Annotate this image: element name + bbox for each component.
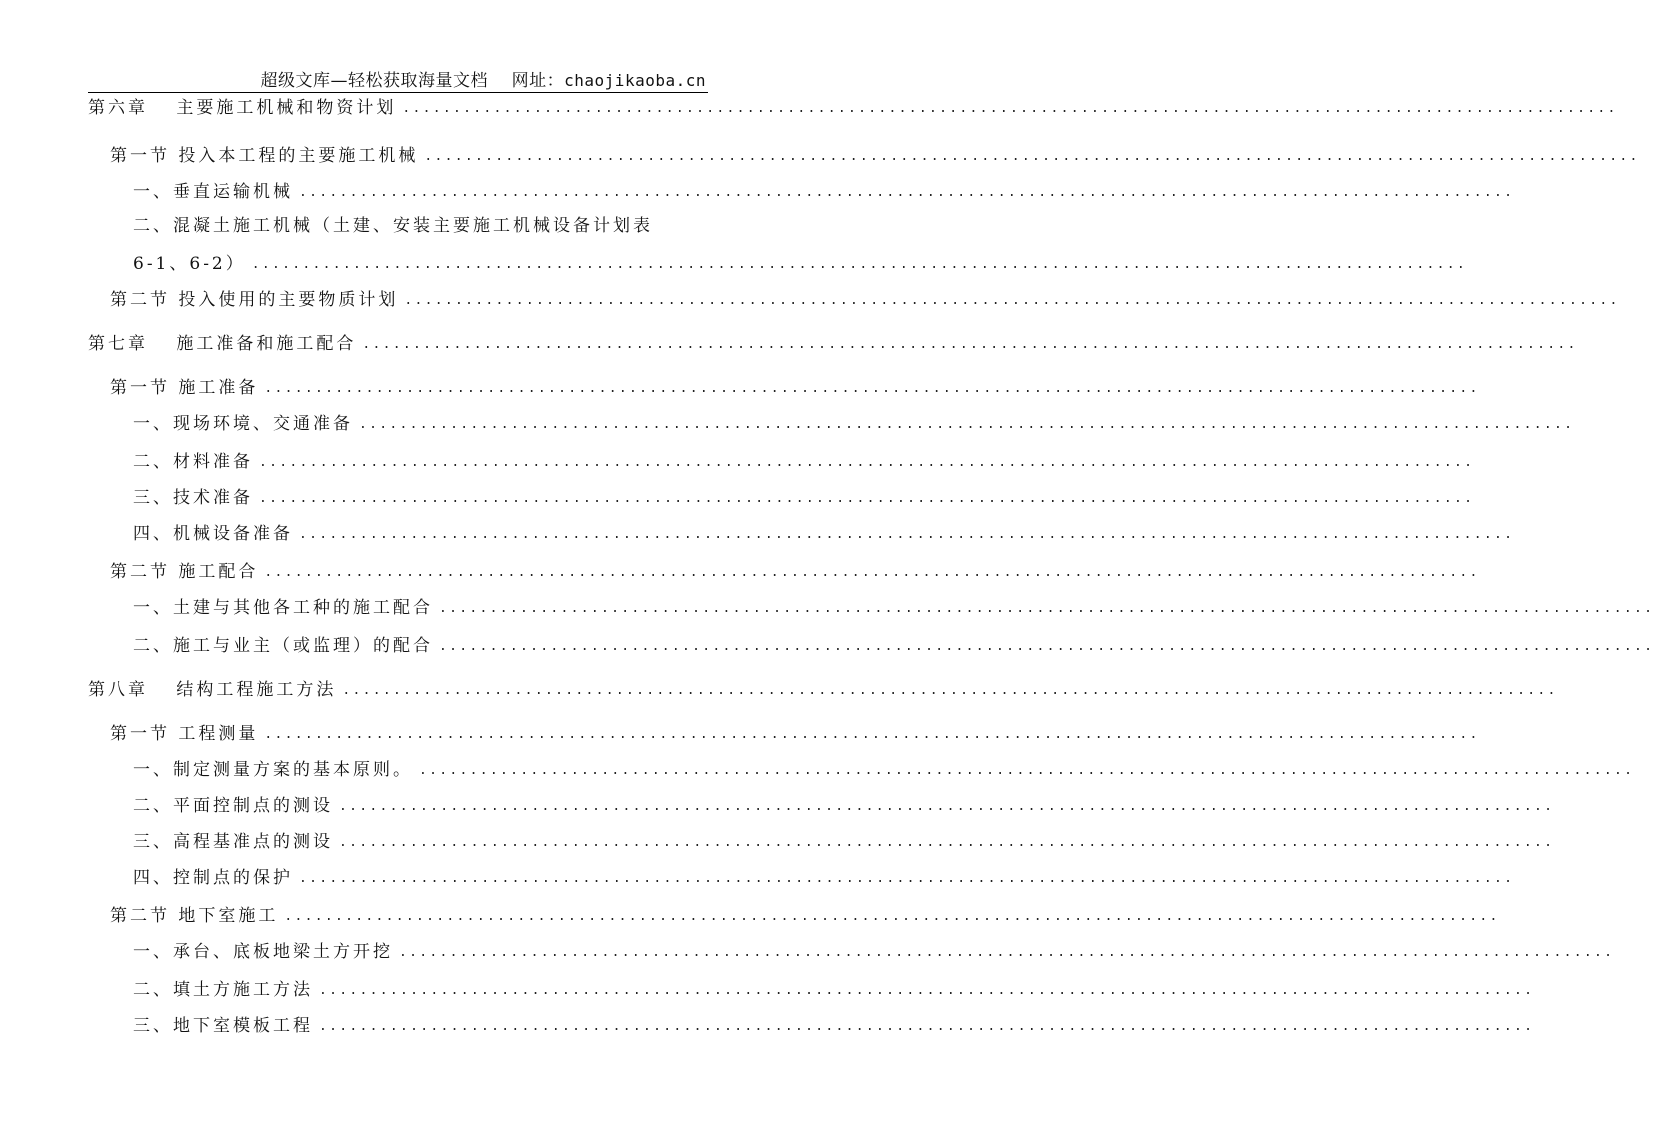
toc-leader-dots: ........................................................................................................................ — [299, 185, 1515, 200]
toc-entry[interactable] — [133, 754, 1635, 780]
toc-entry[interactable] — [133, 482, 1475, 508]
toc-entry-label: 第八章 结构工程施工方法 — [88, 680, 337, 700]
toc-leader-dots: ........................................................................................................................ — [259, 455, 1475, 470]
toc-leader-dots: ........................................................................................................................ — [319, 1019, 1535, 1034]
toc-entry[interactable] — [133, 790, 1555, 816]
toc-entry-label: 一、土建与其他各工种的施工配合 — [133, 598, 433, 618]
toc-entry-label: 二、平面控制点的测设 — [133, 796, 333, 816]
toc-entry[interactable] — [133, 1010, 1535, 1036]
toc-entry-label: 第七章 施工准备和施工配合 — [88, 334, 357, 354]
toc-entry[interactable] — [110, 556, 1480, 582]
toc-leader-dots: ........................................................................................................................ — [299, 871, 1515, 886]
toc-leader-dots: ........................................................................................................................ — [339, 799, 1555, 814]
toc-leader-dots: ........................................................................................................................ — [299, 527, 1515, 542]
toc-entry-label: 四、控制点的保护 — [133, 868, 293, 888]
toc-entry[interactable] — [133, 518, 1515, 544]
toc-entry[interactable] — [133, 176, 1515, 202]
toc-leader-dots: ........................................................................................................................ — [399, 945, 1615, 960]
toc-entry-label: 三、技术准备 — [133, 488, 253, 508]
toc-leader-dots: ........................................................................................................................ — [264, 727, 1480, 742]
header-url[interactable]: chaojikaoba.cn — [564, 71, 706, 90]
toc-entry-label: 一、承台、底板地梁土方开挖 — [133, 942, 393, 962]
toc-leader-dots: ........................................................................................................................ — [264, 381, 1480, 396]
toc-entry-label: 第六章 主要施工机械和物资计划 — [88, 98, 397, 118]
toc-entry-label: 第二节 投入使用的主要物质计划 — [110, 290, 399, 310]
toc-entry-label: 一、制定测量方案的基本原则。 — [133, 760, 413, 780]
toc-entry-label: 第二节 地下室施工 — [110, 906, 279, 926]
toc-leader-dots: ........................................................................................................................ — [439, 601, 1654, 616]
toc-entry-label: 四、机械设备准备 — [133, 524, 293, 544]
toc-leader-dots: ........................................................................................................................ — [251, 257, 1467, 272]
toc-entry[interactable] — [133, 210, 705, 236]
toc-entry[interactable] — [133, 592, 1654, 618]
toc-entry-label: 第一节 投入本工程的主要施工机械 — [110, 146, 419, 166]
toc-entry-label: 一、垂直运输机械 — [133, 182, 293, 202]
toc-leader-dots: ........................................................................................................................ — [339, 835, 1555, 850]
toc-leader-dots: ........................................................................................................................ — [264, 565, 1480, 580]
toc-entry-label: 二、施工与业主（或监理）的配合 — [133, 636, 433, 656]
toc-entry-label: 一、现场环境、交通准备 — [133, 414, 353, 434]
toc-entry[interactable] — [133, 408, 1575, 434]
toc-entry-label: 第一节 工程测量 — [110, 724, 259, 744]
toc-entry[interactable] — [88, 328, 1578, 354]
toc-entry[interactable] — [133, 936, 1615, 962]
toc-entry-label: 二、填土方施工方法 — [133, 980, 313, 1000]
toc-entry-label: 6-1、6-2） — [133, 254, 246, 274]
toc-entry-label: 二、材料准备 — [133, 452, 253, 472]
toc-entry[interactable] — [110, 900, 1500, 926]
toc-entry[interactable] — [88, 92, 1618, 118]
toc-entry[interactable] — [133, 248, 1467, 274]
toc-leader-dots: ........................................................................................................................ — [404, 293, 1620, 308]
toc-entry-label: 三、地下室模板工程 — [133, 1016, 313, 1036]
toc-entry-label: 第一节 施工准备 — [110, 378, 259, 398]
toc-leader-dots: ........................................................................................................................ — [439, 639, 1654, 654]
toc-entry[interactable] — [110, 718, 1480, 744]
toc-leader-dots: ........................................................................................................................ — [342, 683, 1558, 698]
header-url-label: 网址： — [511, 71, 565, 91]
toc-leader-dots: ........................................................................................................................ — [362, 337, 1578, 352]
toc-entry[interactable] — [133, 862, 1515, 888]
toc-leader-dots: ........................................................................................................................ — [284, 909, 1500, 924]
toc-leader-dots: ........................................................................................................................ — [259, 491, 1475, 506]
toc-entry-label: 第二节 施工配合 — [110, 562, 259, 582]
toc-entry[interactable] — [133, 446, 1475, 472]
toc-entry-label: 三、高程基准点的测设 — [133, 832, 333, 852]
toc-leader-dots: ........................................................................................................................ — [319, 983, 1535, 998]
toc-leader-dots: ........................................................................................................................ — [402, 101, 1618, 116]
toc-entry[interactable] — [110, 284, 1620, 310]
toc-entry[interactable] — [133, 826, 1555, 852]
toc-entry[interactable] — [88, 674, 1558, 700]
toc-leader-dots: ........................................................................................................................ — [359, 417, 1575, 432]
toc-entry[interactable] — [110, 372, 1480, 398]
toc-entry[interactable] — [133, 630, 1654, 656]
toc-leader-dots: ........................................................................................................................ — [419, 763, 1635, 778]
toc-leader-dots: ........................................................................................................................ — [424, 149, 1640, 164]
toc-entry[interactable] — [133, 974, 1535, 1000]
header-site-name: 超级文库—轻松获取海量文档 — [260, 71, 489, 91]
toc-entry[interactable] — [110, 140, 1640, 166]
toc-entry-label: 二、混凝土施工机械（土建、安装主要施工机械设备计划表 — [133, 216, 653, 236]
